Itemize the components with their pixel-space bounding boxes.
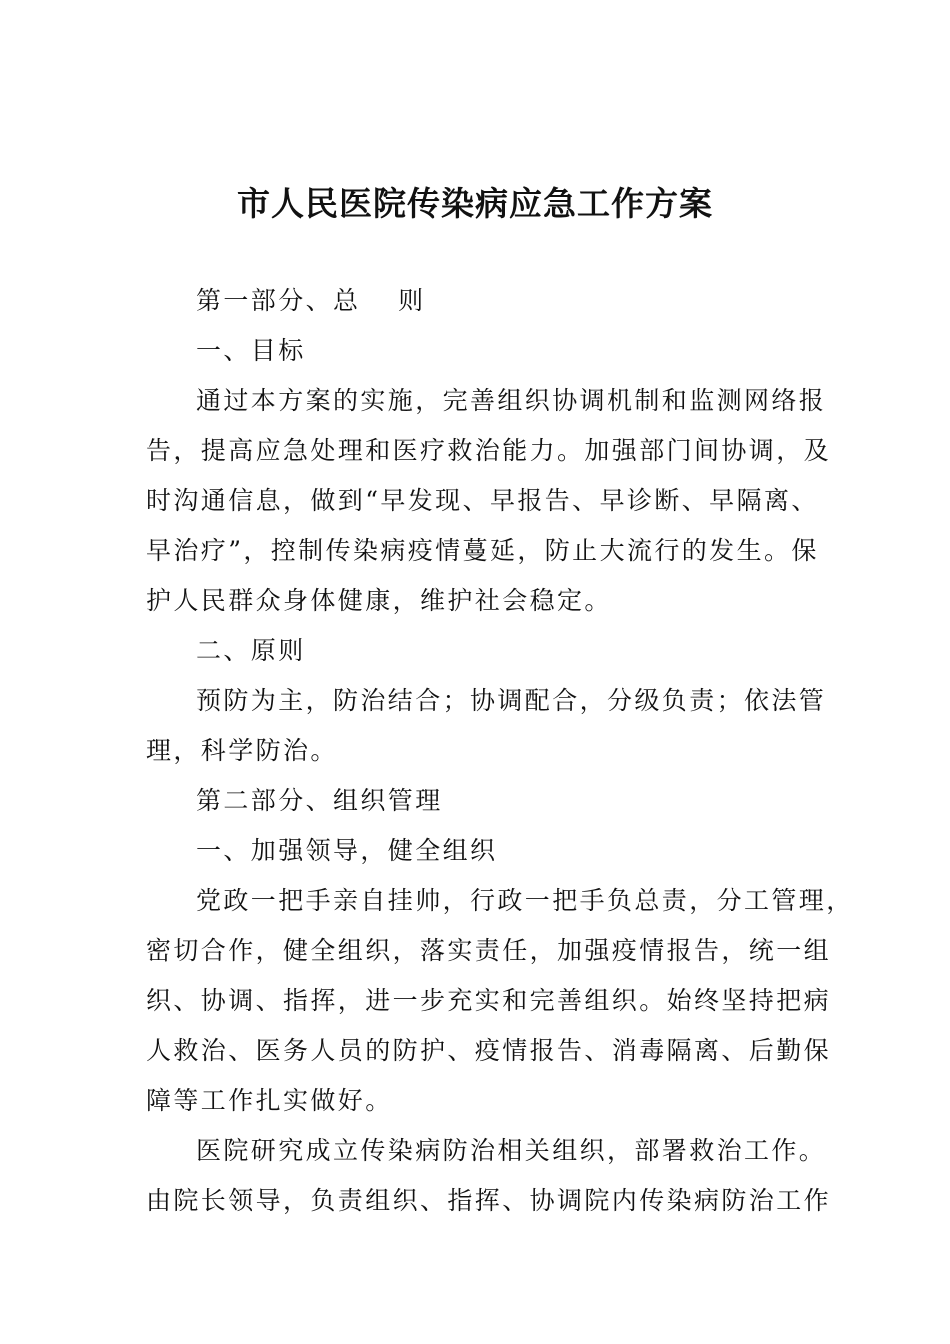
- paragraph-line: 人救治、医务人员的防护、疫情报告、消毒隔离、后勤保: [146, 1036, 832, 1065]
- paragraph-line: 障等工作扎实做好。: [146, 1086, 393, 1115]
- paragraph-line: 护人民群众身体健康，维护社会稳定。: [146, 586, 612, 615]
- paragraph-line: 通过本方案的实施，完善组织协调机制和监测网络报: [196, 386, 827, 415]
- paragraph-line: 织、协调、指挥，进一步充实和完善组织。始终坚持把病: [146, 986, 832, 1015]
- sub-heading: 一、目标: [196, 336, 306, 365]
- paragraph-line: 告，提高应急处理和医疗救治能力。加强部门间协调，及: [146, 436, 832, 465]
- section-heading: 第一部分、总 则: [196, 286, 426, 315]
- sub-heading: 一、加强领导，健全组织: [196, 836, 498, 865]
- paragraph-line: 时沟通信息，做到“早发现、早报告、早诊断、早隔离、: [146, 486, 819, 515]
- document-body: [146, 276, 854, 1226]
- paragraph-line: 理，科学防治。: [146, 736, 338, 765]
- paragraph-line: 医院研究成立传染病防治相关组织，部署救治工作。: [196, 1136, 827, 1165]
- section-heading: 第二部分、组织管理: [196, 786, 443, 815]
- document-title: 市人民医院传染病应急工作方案: [237, 184, 713, 223]
- paragraph-line: 党政一把手亲自挂帅，行政一把手负总责，分工管理，: [196, 886, 854, 915]
- sub-heading: 二、原则: [196, 636, 306, 665]
- paragraph-line: 密切合作，健全组织，落实责任，加强疫情报告，统一组: [146, 936, 832, 965]
- paragraph-line: 由院长领导，负责组织、指挥、协调院内传染病防治工作: [146, 1186, 832, 1215]
- paragraph-line: 预防为主，防治结合；协调配合，分级负责；依法管: [196, 686, 827, 715]
- paragraph-line: 早治疗”，控制传染病疫情蔓延，防止大流行的发生。保: [146, 536, 819, 565]
